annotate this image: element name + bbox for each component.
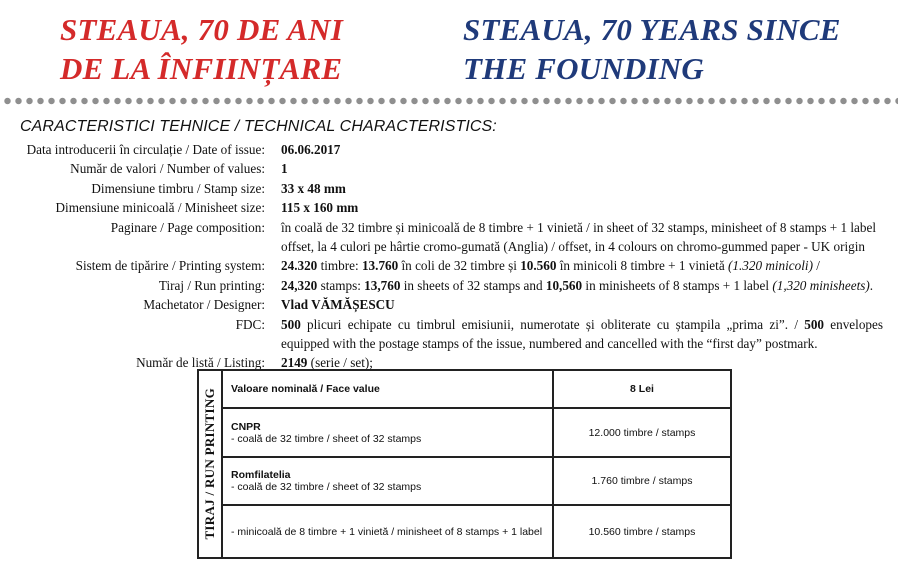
spec-value: Vlad VĂMĂȘESCU xyxy=(281,297,395,313)
row-value: 10.560 timbre / stamps xyxy=(553,505,731,558)
run-printing-table xyxy=(197,369,732,559)
title-ro-line-2: DE LA ÎNFIINȚARE xyxy=(60,51,343,86)
title-ro-line-1: STEAUA, 70 DE ANI xyxy=(60,12,344,47)
spec-label: Dimensiune minicoală / Minisheet size: xyxy=(55,200,265,216)
specs-list xyxy=(0,140,900,373)
spec-row-minisheet-size xyxy=(0,198,900,217)
spec-label: Sistem de tipărire / Printing system: xyxy=(75,258,265,274)
spec-value: 33 x 48 mm xyxy=(281,180,346,196)
spec-value: în coală de 32 timbre și minicoală de 8 timbre + 1 vinietă / in sheet of 32 stamps, minisheet of 8 stamps + 1 label xyxy=(281,219,876,235)
section-title: CARACTERISTICI TEHNICE / TECHNICAL CHARACTERISTICS: xyxy=(20,118,497,135)
spec-row-count xyxy=(0,159,900,178)
spec-value: 1 xyxy=(281,161,288,177)
spec-value-run-en: 24,320 stamps: 13,760 in sheets of 32 stamps and 10,560 in minisheets of 8 stamps + 1 label (1,320 minisheets). xyxy=(281,277,874,293)
table-row xyxy=(198,457,731,506)
row-description: CNPR - coală de 32 timbre / sheet of 32 stamps xyxy=(222,408,553,457)
dotted-divider xyxy=(2,96,898,106)
table-header-row xyxy=(198,370,731,408)
spec-row-run xyxy=(0,276,900,295)
spec-label: Număr de listă / Listing: xyxy=(136,355,265,371)
table-row xyxy=(198,505,731,558)
column-header-value: 8 Lei xyxy=(553,370,731,408)
spec-row-designer xyxy=(0,295,900,314)
vertical-label: TIRAJ / RUN PRINTING xyxy=(202,388,217,540)
spec-row-printing-continued xyxy=(0,237,900,256)
spec-row-printing xyxy=(0,256,900,275)
spec-row-date xyxy=(0,140,900,159)
spec-value: offset, la 4 culori pe hârtie cromo-gumată (Anglia) / offset, in 4 colours on chromo-gummed paper - UK origin xyxy=(281,239,865,255)
spec-label: Număr de valori / Number of values: xyxy=(70,161,265,177)
table-row xyxy=(198,408,731,457)
spec-label: Paginare / Page composition: xyxy=(110,219,265,235)
spec-label: Machetator / Designer: xyxy=(143,297,265,313)
row-description: Romfilatelia - coală de 32 timbre / sheet of 32 stamps xyxy=(222,457,553,506)
vertical-label-cell xyxy=(198,370,222,558)
title-romanian xyxy=(60,10,343,88)
title-english xyxy=(463,10,841,88)
spec-label: FDC: xyxy=(235,316,265,332)
spec-label: Tiraj / Run printing: xyxy=(158,277,265,293)
spec-value: 115 x 160 mm xyxy=(281,200,359,216)
row-description: - minicoală de 8 timbre + 1 vinietă / minisheet of 8 stamps + 1 label xyxy=(222,505,553,558)
row-value: 12.000 timbre / stamps xyxy=(553,408,731,457)
spec-row-stamp-size xyxy=(0,179,900,198)
spec-value-run-ro: 24.320 timbre: 13.760 în coli de 32 timbre și 10.560 în minicoli 8 timbre + 1 vinietă (1.320 minicoli) / xyxy=(281,258,820,274)
spec-row-composition xyxy=(0,218,900,237)
spec-row-fdc xyxy=(0,315,900,354)
spec-value: 500 plicuri echipate cu timbrul emisiunii, numerotate și obliterate cu ștampila „prima zi”. / 500 envelopes equipped with the postage stamps of the issue, numbered and cancelled with the “first day” postmark. xyxy=(281,316,883,352)
row-value: 1.760 timbre / stamps xyxy=(553,457,731,506)
title-en-line-2: THE FOUNDING xyxy=(463,51,704,86)
spec-value: 2149 (serie / set); xyxy=(281,355,373,371)
column-header-face-value: Valoare nominală / Face value xyxy=(222,370,553,408)
spec-label: Dimensiune timbru / Stamp size: xyxy=(91,180,265,196)
spec-label: Data introducerii în circulație / Date of issue: xyxy=(26,142,265,157)
spec-value: 06.06.2017 xyxy=(281,142,341,157)
title-en-line-1: STEAUA, 70 YEARS SINCE xyxy=(463,12,841,47)
